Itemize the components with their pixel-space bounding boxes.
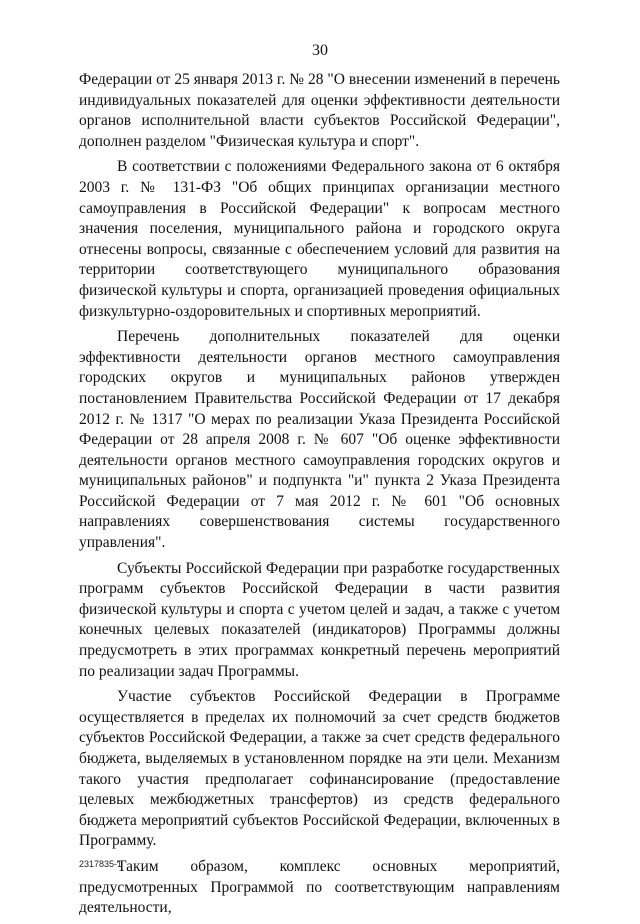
paragraph-continuation: Федерации от 25 января 2013 г. № 28 "О внесении изменений в перечень индивидуальных показателей для оценки эффективности деятельности органов исполнительной власти субъектов Российской Федерации", дополнен разделом "Физическая культура и спорт". xyxy=(79,71,560,150)
document-body xyxy=(79,70,560,924)
paragraph-subjects-programs: Субъекты Российской Федерации при разработке государственных программ субъектов Российской Федерации в части развития физической культуры и спорта с учетом целей и задач, а также с учетом конечных целевых показателей (индикаторов) Программы должны предусмотреть в этих программах конкретный перечень мероприятий по реализации задач Программы. xyxy=(79,559,560,680)
paragraph-federal-law: В соответствии с положениями Федерального закона от 6 октября 2003 г. № 131-ФЗ "Об общих принципах организации местного самоуправления в Российской Федерации" к вопросам местного значения поселения, муниципального района и городского округа отнесены вопросы, связанные с обеспечением условий для развития на территории соответствующего муниципального образования физической культуры и спорта, организацией проведения официальных физкультурно-оздоровительных и спортивных мероприятий. xyxy=(79,158,560,320)
paragraph-indicators-list: Перечень дополнительных показателей для оценки эффективности деятельности органов местного самоуправления городских округов и муниципальных районов утвержден постановлением Правительства Российской Федерации от 17 декабря 2012 г. № 1317 "О мерах по реализации Указа Президента Российской Федерации от 28 апреля 2008 г. № 607 "Об оценке эффективности деятельности органов местного самоуправления городских округов и муниципальных районов" и подпункта "и" пункта 2 Указа Президента Российской Федерации от 7 мая 2012 г. № 601 "Об основных направлениях совершенствования системы государственного управления". xyxy=(79,328,560,552)
paragraph-participation: Участие субъектов Российской Федерации в Программе осуществляется в пределах их полномочий за счет средств бюджетов субъектов Российской Федерации, а также за счет средств федерального бюджета, выделяемых в установленном порядке на эти цели. Механизм такого участия предполагает софинансирование (предоставление целевых межбюджетных трансфертов) из средств федерального бюджета мероприятий субъектов Российской Федерации, включенных в Программу. xyxy=(79,688,560,850)
paragraph-conclusion: Таким образом, комплекс основных мероприятий, предусмотренных Программой по соответствующим направлениям деятельности, xyxy=(79,857,560,917)
page-number: 30 xyxy=(312,42,328,59)
document-code: 2317835-1 xyxy=(79,859,123,869)
